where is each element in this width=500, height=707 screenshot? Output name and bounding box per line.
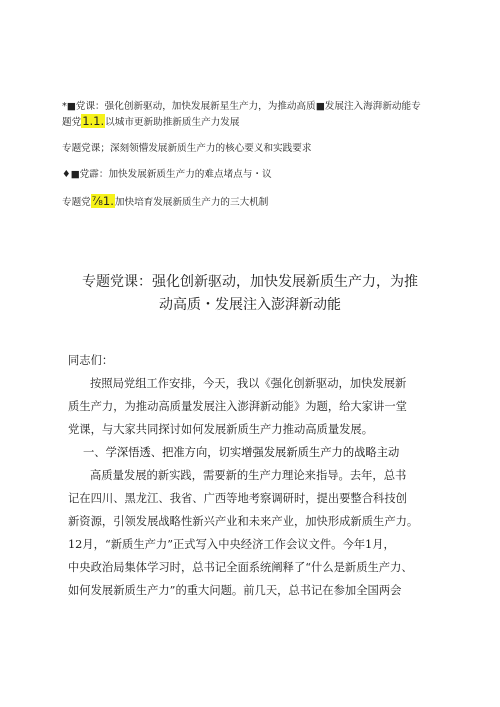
toc-item-2[interactable]: 专题党课；深刻领懵发展新质生产力的核心要义和实践要求 [62, 143, 312, 154]
title-line-1: 专题党课：强化创新驱动，加快发展新质生产力，为推 [82, 274, 418, 290]
toc-item-1-prefix: 题党 [62, 117, 82, 128]
toc-item-4-highlight: ⅞1. [91, 194, 114, 208]
toc-gap [62, 156, 462, 168]
section-1-paragraph [68, 464, 433, 602]
toc-item-1-line-1[interactable]: *■党课：强化创新驱动，加快发展新星生产力，为推动高质■发展注入海湃新动能专 [62, 101, 421, 112]
toc-item-1-suffix: 以城市更新助推新质生产力发展 [105, 117, 240, 128]
section-1-heading: 一、学深悟透、把准方向，切实增强发展新质生产力的战略主动 [83, 446, 400, 459]
document-title [60, 271, 440, 317]
section-1-line-2: 记在四川、黑龙江、我省、广西等地考察调研时，提出要整合科技创 [68, 492, 407, 505]
toc-item-1-highlight: 1.1. [82, 114, 105, 128]
table-of-contents [62, 100, 462, 210]
toc-item-4-prefix: 专题党 [62, 197, 91, 208]
document-body [68, 349, 433, 602]
toc-item-4-suffix: 加快培育发展新质生产力的三大机制 [114, 197, 269, 208]
salutation: 同志们： [68, 354, 114, 367]
intro-line-2: 质生产力，为推动高质量发展注入澎湃新动能》为题，给大家讲一堂 [68, 400, 407, 413]
section-1-line-6: 如何发展新质生产力”的重大问题。前几天，总书记在参加全国两会 [68, 584, 402, 597]
intro-line-1: 按照局党组工作安排，今天，我以《强化创新驱动，加快发展新 [90, 377, 407, 390]
section-1-line-3: 新资源，引领发展战略性新兴产业和未来产业，加快形成新质生产力。 [68, 515, 419, 528]
section-1-line-5: 中央政治局集体学习时，总书记全面系统阐释了“什么是新质生产力、 [68, 561, 413, 574]
toc-item-1-line-2[interactable] [62, 114, 462, 130]
toc-item-3[interactable]: ♦■党霹：加快发展新质生产力的难点堵点与・议 [62, 169, 272, 180]
intro-paragraph [68, 372, 433, 441]
toc-gap [62, 130, 462, 142]
section-1-line-4: 12月，“新质生产力”正式写入中央经济工作会议文件。今年1月， [68, 538, 395, 551]
title-line-2: 动高质・发展注入澎湃新动能 [159, 297, 341, 313]
section-1-line-1: 高质量发展的新实践，需要新的生产力理论来指导。去年，总书 [90, 469, 407, 482]
toc-item-4[interactable] [62, 194, 462, 210]
toc-gap [62, 182, 462, 194]
intro-line-3: 党课，与大家共同探讨如何发展新质生产力推动高质量发展。 [68, 423, 374, 436]
